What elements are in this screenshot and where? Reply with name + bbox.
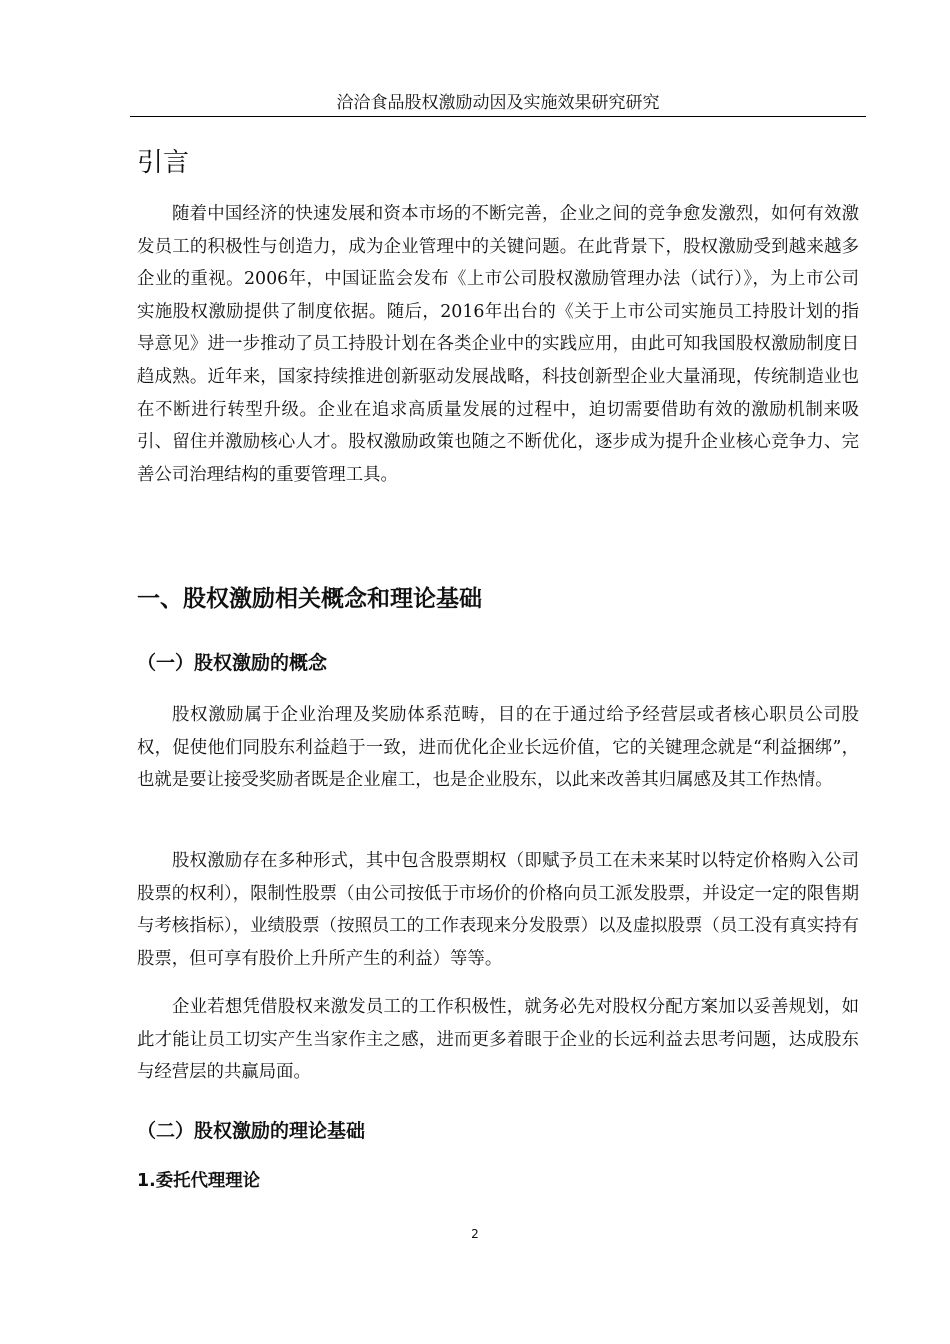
section-1-heading: 一、股权激励相关概念和理论基础 (137, 586, 482, 612)
subsection-1-heading: （一）股权激励的概念 (137, 652, 328, 674)
subsection-2-heading: （二）股权激励的理论基础 (137, 1120, 366, 1142)
intro-heading: 引言 (137, 148, 190, 178)
concept-paragraph-3: 企业若想凭借股权来激发员工的工作积极性，就务必先对股权分配方案加以妥善规划，如此才能让员工切实产生当家作主之感，进而更多着眼于企业的长远利益去思考问题，达成股东与经营层的共赢局面。 (137, 997, 859, 1083)
running-header: 洽洽食品股权激励动因及实施效果研究研究 (336, 93, 660, 113)
agency-theory-heading: 1.委托代理理论 (137, 1171, 261, 1191)
concept-paragraph-1: 股权激励属于企业治理及奖励体系范畴，目的在于通过给予经营层或者核心职员公司股权，促使他们同股东利益趋于一致，进而优化企业长远价值，它的关键理念就是“利益捆绑”，也就是要让接受奖励者既是企业雇工，也是企业股东，以此来改善其归属感及其工作热情。 (137, 705, 859, 791)
page-number: 2 (471, 1227, 479, 1241)
intro-paragraph: 随着中国经济的快速发展和资本市场的不断完善，企业之间的竞争愈发激烈，如何有效激发员工的积极性与创造力，成为企业管理中的关键问题。在此背景下，股权激励受到越来越多企业的重视。2006年，中国证监会发布《上市公司股权激励管理办法（试行）》，为上市公司实施股权激励提供了制度依据。随后，2016年出台的《关于上市公司实施员工持股计划的指导意见》进一步推动了员工持股计划在各类企业中的实践应用，由此可知我国股权激励制度日趋成熟。近年来，国家持续推进创新驱动发展战略，科技创新型企业大量涌现，传统制造业也在不断进行转型升级。企业在追求高质量发展的过程中，迫切需要借助有效的激励机制来吸引、留住并激励核心人才。股权激励政策也随之不断优化，逐步成为提升企业核心竞争力、完善公司治理结构的重要管理工具。 (137, 204, 859, 485)
header-rule (130, 116, 866, 117)
concept-paragraph-2: 股权激励存在多种形式，其中包含股票期权（即赋予员工在未来某时以特定价格购入公司股票的权利），限制性股票（由公司按低于市场价的价格向员工派发股票，并设定一定的限售期与考核指标），业绩股票（按照员工的工作表现来分发股票）以及虚拟股票（员工没有真实持有股票，但可享有股价上升所产生的利益）等等。 (137, 851, 859, 969)
